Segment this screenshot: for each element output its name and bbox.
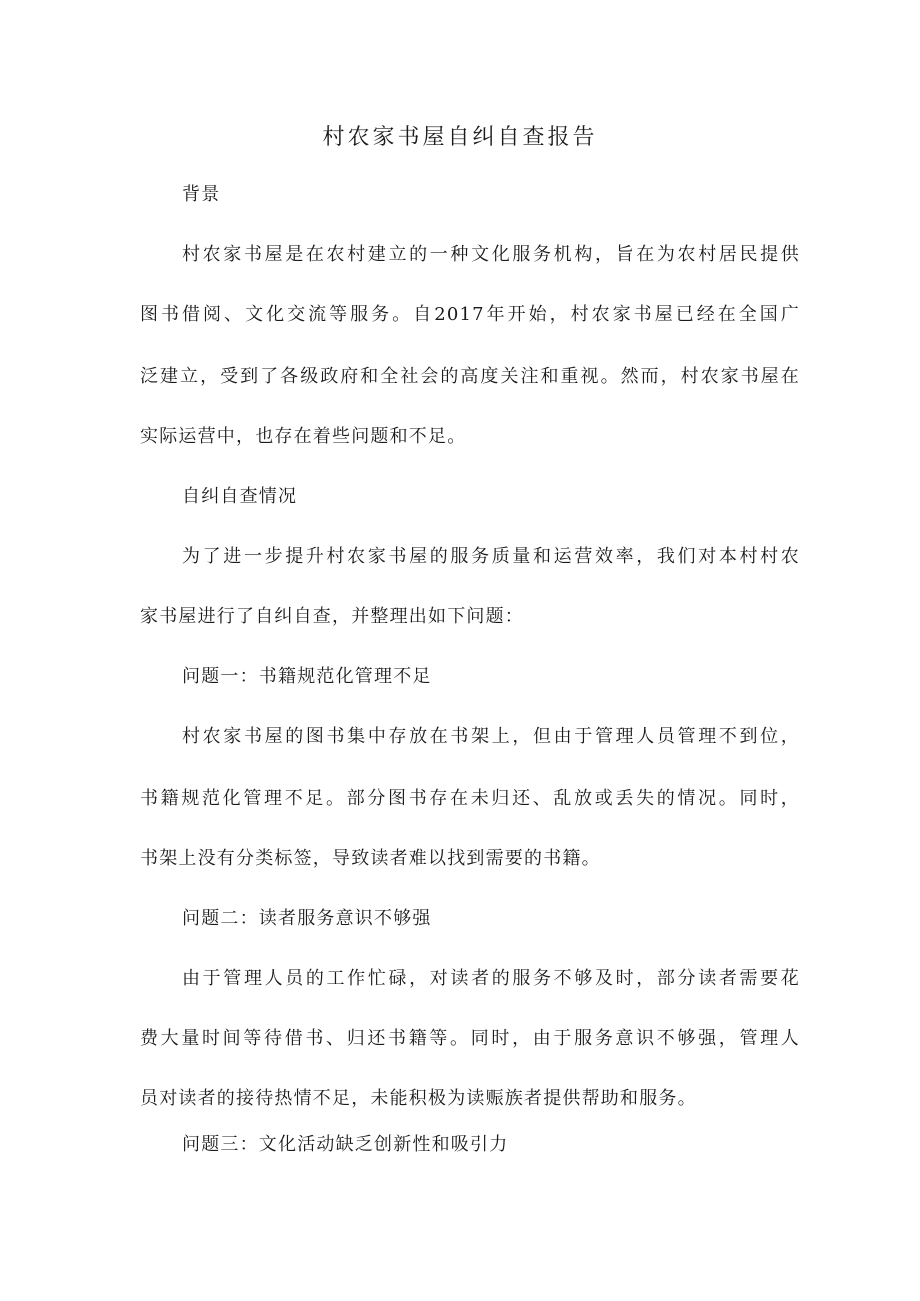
paragraph-line: 员对读者的接待热情不足，未能积极为读赈族者提供帮助和服务。 (140, 1088, 697, 1109)
problem-heading-3: 问题三：文化活动缺乏创新性和吸引力 (182, 1134, 509, 1155)
problem-heading-1: 问题一：书籍规范化管理不足 (182, 666, 432, 687)
paragraph-line: 村农家书屋是在农村建立的一种文化服务机构，旨在为农村居民提供 (182, 244, 800, 265)
paragraph-line: 费大量时间等待借书、归还书籍等。同时，由于服务意识不够强，管理人 (140, 1028, 800, 1049)
paragraph-line: 由于管理人员的工作忙碌，对读者的服务不够及时，部分读者需要花 (182, 968, 800, 989)
paragraph-line: 村农家书屋的图书集中存放在书架上，但由于管理人员管理不到位， (182, 726, 800, 747)
section-heading-background: 背景 (182, 184, 221, 205)
paragraph-line: 为了进一步提升村农家书屋的服务质量和运营效率，我们对本村村农 (182, 546, 800, 567)
paragraph-line: 书籍规范化管理不足。部分图书存在未归还、乱放或丢失的情况。同时， (140, 788, 800, 809)
document-title: 村农家书屋自纠自查报告 (322, 125, 598, 150)
paragraph-line: 家书屋进行了自纠自查，并整理出如下问题： (140, 606, 524, 627)
paragraph-line: 泛建立，受到了各级政府和全社会的高度关注和重视。然而，村农家书屋在 (140, 366, 800, 387)
paragraph-line: 书架上没有分类标签，导致读者难以找到需要的书籍。 (140, 848, 601, 869)
paragraph-line: 图书借阅、文化交流等服务。自2017年开始，村农家书屋已经在全国广 (140, 304, 800, 325)
paragraph-line: 实际运营中，也存在着些问题和不足。 (140, 426, 467, 447)
section-heading-self-check: 自纠自查情况 (182, 486, 298, 507)
problem-heading-2: 问题二：读者服务意识不够强 (182, 908, 432, 929)
